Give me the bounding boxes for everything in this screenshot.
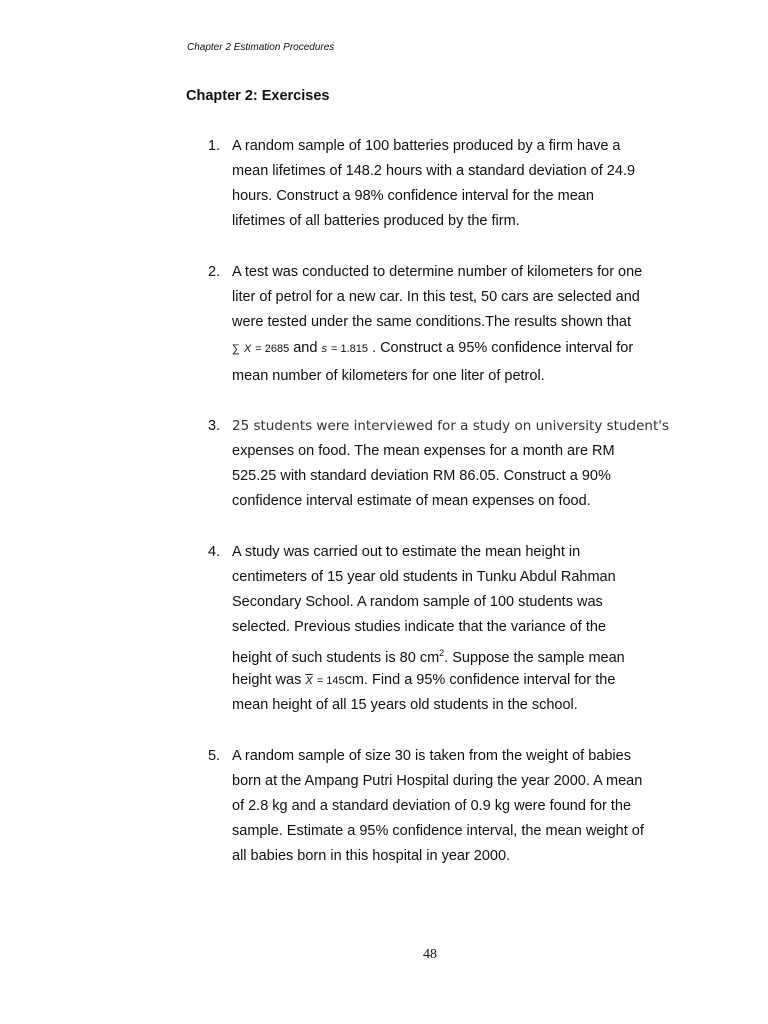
exercise-line: A random sample of size 30 is taken from the weight of babies [232, 748, 631, 764]
exercise-line: 25 students were interviewed for a study on university student's [232, 418, 669, 434]
exercise-line: mean number of kilometers for one liter of petrol. [232, 368, 545, 384]
exercise-line: 525.25 with standard deviation RM 86.05. Construct a 90% [232, 468, 611, 484]
xbar-variable: $\overline{X}$ [305, 675, 313, 687]
exercise-line: A test was conducted to determine number of kilometers for one [232, 264, 643, 280]
superscript-two: 2 [439, 648, 445, 658]
exercise-line: selected. Previous studies indicate that the variance of the [232, 619, 606, 635]
exercise-number: 5. [208, 748, 221, 764]
mean-before-text: height was [232, 672, 306, 688]
exercise-line: lifetimes of all batteries produced by the firm. [232, 213, 520, 229]
variance-after-text: . Suppose the sample mean [444, 649, 625, 666]
exercise-line: A random sample of 100 batteries produced by a firm have a [232, 138, 621, 154]
exercise-line: Secondary School. A random sample of 100 students was [232, 594, 603, 610]
exercise-line: A study was carried out to estimate the mean height in [232, 544, 581, 560]
running-header: Chapter 2 Estimation Procedures [187, 42, 335, 53]
s-variable: s [321, 343, 327, 355]
exercise-line: liter of petrol for a new car. In this test, 50 cars are selected and [232, 289, 640, 305]
exercise-number: 1. [208, 138, 221, 154]
exercise-line: were tested under the same conditions.The results shown that [232, 314, 631, 330]
exercise-line: mean lifetimes of 148.2 hours with a standard deviation of 24.9 [232, 163, 636, 179]
variance-line [232, 645, 625, 667]
formula-after-text: . Construct a 95% confidence interval for [368, 340, 634, 356]
variance-text: height of such students is 80 cm [232, 649, 440, 666]
sum-variable: X [243, 343, 252, 355]
exercise-line: centimeters of 15 year old students in Tunku Abdul Rahman [232, 569, 616, 585]
exercise-line: mean height of all 15 years old students in the school. [232, 697, 578, 713]
formula-line [232, 340, 633, 358]
mean-line [232, 672, 615, 690]
exercise-line: sample. Estimate a 95% confidence interval, the mean weight of [232, 823, 644, 839]
exercise-line: of 2.8 kg and a standard deviation of 0.9 kg were found for the [232, 798, 632, 814]
chapter-title: Chapter 2: Exercises [186, 88, 330, 104]
page-number: 48 [423, 947, 437, 962]
and-text: and [289, 340, 322, 356]
exercise-number: 4. [208, 544, 221, 560]
sum-value: = 2685 [255, 343, 290, 355]
xbar-value: = 145 [316, 675, 345, 687]
exercise-number: 2. [208, 264, 221, 280]
exercise-line: expenses on food. The mean expenses for a month are RM [232, 443, 615, 459]
exercise-line: confidence interval estimate of mean expenses on food. [232, 493, 591, 509]
exercise-number: 3. [208, 418, 221, 434]
s-value: = 1.815 [330, 343, 368, 355]
exercise-line: born at the Ampang Putri Hospital during the year 2000. A mean [232, 773, 643, 789]
exercise-line: hours. Construct a 98% confidence interval for the mean [232, 188, 594, 204]
exercise-line: all babies born in this hospital in year 2000. [232, 848, 511, 864]
mean-after-text: cm. Find a 95% confidence interval for the [344, 672, 616, 688]
summation-symbol: ∑ [232, 343, 240, 355]
